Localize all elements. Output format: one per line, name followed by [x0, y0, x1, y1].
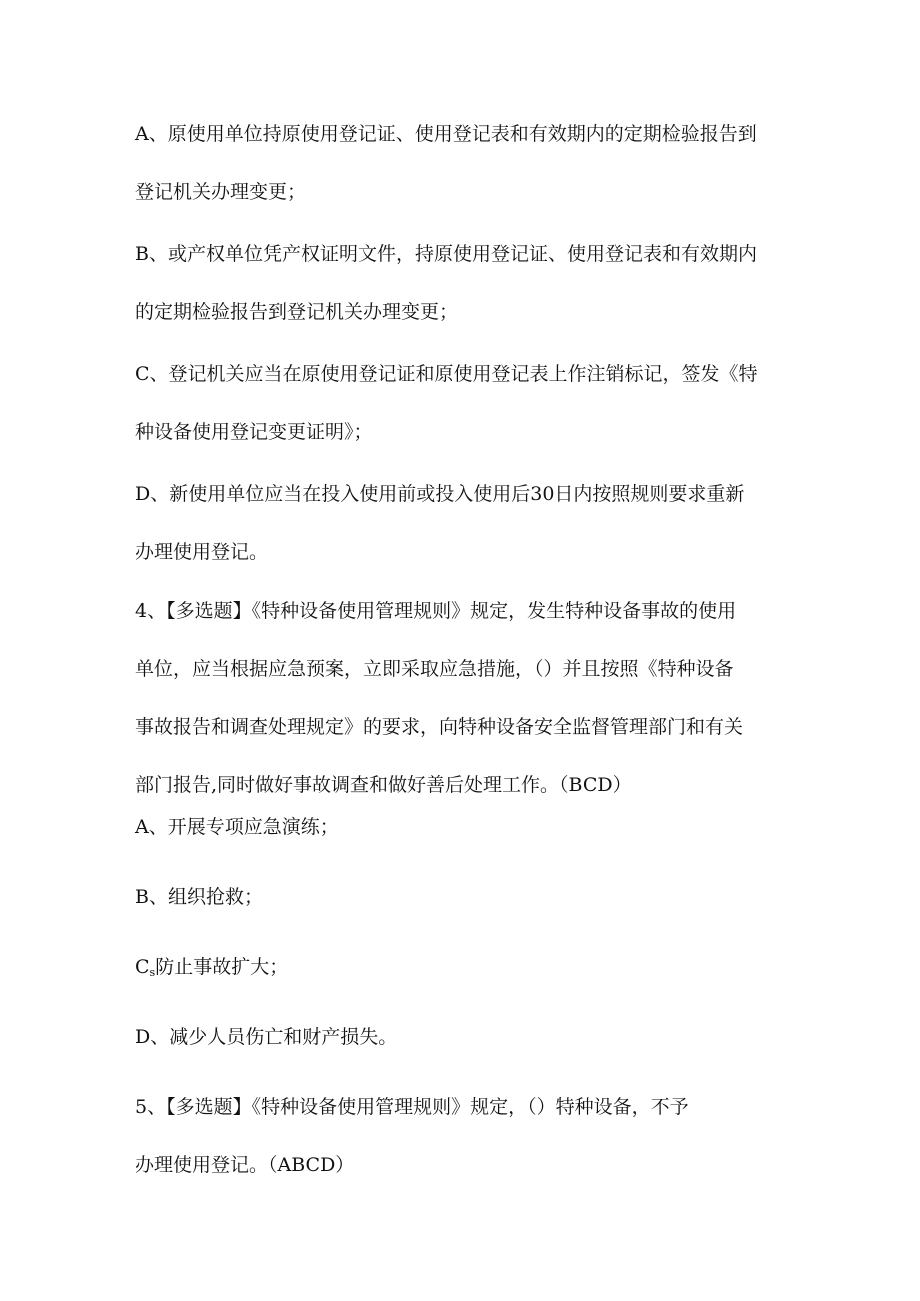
question-4-paragraph: [135, 582, 795, 814]
text-line: 单位，应当根据应急预案，立即采取应急措施，（）并且按照《特种设备: [135, 658, 734, 680]
option-b-paragraph: [135, 225, 795, 341]
text-line: 种设备使用登记变更证明》；: [135, 421, 373, 443]
text-line: 事故报告和调查处理规定》的要求，向特种设备安全监督管理部门和有关: [135, 716, 744, 738]
option-text: 防止事故扩大；: [155, 956, 289, 978]
option-prefix-subscript: s: [149, 966, 156, 979]
text-line: C、登记机关应当在原使用登记证和原使用登记表上作注销标记，签发《特: [135, 363, 758, 385]
option-d-paragraph: [135, 465, 795, 581]
option-prefix: C: [135, 956, 150, 978]
q4-option-a-paragraph: [135, 798, 795, 856]
text-line: B、组织抢救；: [135, 886, 263, 908]
text-line: A、开展专项应急演练；: [135, 816, 339, 838]
text-line: D、减少人员伤亡和财产损失。: [135, 1026, 398, 1048]
text-line: 部门报告,同时做好事故调查和做好善后处理工作。（BCD）: [135, 774, 632, 796]
text-line: 4、【多选题】《特种设备使用管理规则》规定，发生特种设备事故的使用: [135, 600, 737, 622]
text-line: 办理使用登记。（ABCD）: [135, 1154, 355, 1176]
q4-option-d-paragraph: [135, 1008, 795, 1066]
question-5-paragraph: [135, 1078, 795, 1194]
text-line: B、或产权单位凭产权证明文件，持原使用登记证、使用登记表和有效期内: [135, 243, 757, 265]
option-c-paragraph: [135, 345, 795, 461]
text-line: 办理使用登记。: [135, 541, 269, 563]
text-line: A、原使用单位持原使用登记证、使用登记表和有效期内的定期检验报告到: [135, 123, 757, 145]
q4-option-c-paragraph: [135, 938, 795, 1002]
text-line: 5、【多选题】《特种设备使用管理规则》规定，（）特种设备，不予: [135, 1096, 689, 1118]
q4-option-b-paragraph: [135, 868, 795, 926]
text-line: D、新使用单位应当在投入使用前或投入使用后30日内按照规则要求重新: [135, 483, 745, 505]
text-line: [135, 938, 795, 1002]
text-line: 登记机关办理变更；: [135, 181, 307, 203]
text-line: 的定期检验报告到登记机关办理变更；: [135, 301, 459, 323]
option-a-paragraph: [135, 105, 795, 221]
